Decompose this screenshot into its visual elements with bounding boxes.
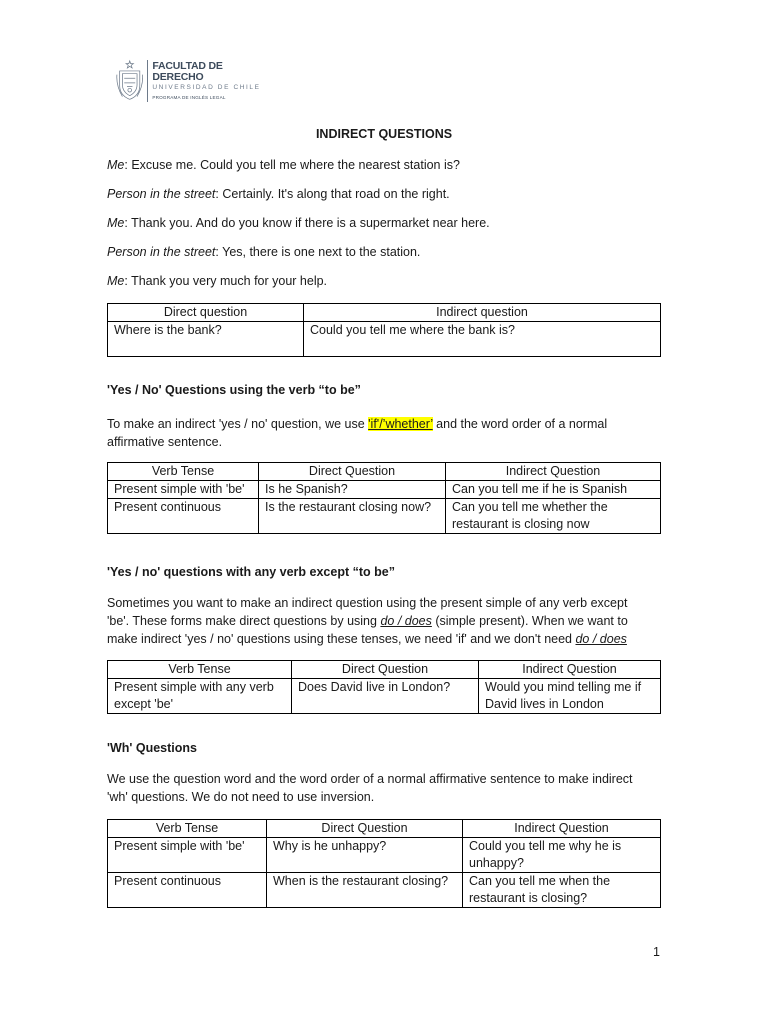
speaker-name: Me xyxy=(107,158,125,172)
table-header-cell: Direct Question xyxy=(292,661,479,679)
table-header-cell: Verb Tense xyxy=(108,661,292,679)
speaker-name: Me xyxy=(107,216,125,230)
logo-university-name: UNIVERSIDAD DE CHILE xyxy=(152,84,261,92)
table-cell: Is the restaurant closing now? xyxy=(259,499,446,534)
table-header-cell: Direct question xyxy=(108,304,304,322)
table-cell: Present continuous xyxy=(108,873,267,908)
table-row xyxy=(108,679,661,714)
paragraph-text: To make an indirect 'yes / no' question, we use xyxy=(107,417,369,431)
wh-questions-table xyxy=(107,819,661,908)
page-title: INDIRECT QUESTIONS xyxy=(315,127,453,141)
dialogue-text: : Thank you. And do you know if there is a supermarket near here. xyxy=(124,216,490,230)
emphasized-term: do / does xyxy=(575,632,627,646)
table-cell: Present simple with 'be' xyxy=(108,481,259,499)
table-header-cell: Indirect Question xyxy=(446,463,661,481)
table-header-cell: Indirect Question xyxy=(463,820,661,838)
table-row xyxy=(108,322,661,357)
table-row xyxy=(108,481,661,499)
section-heading-wh: 'Wh' Questions xyxy=(107,741,197,755)
highlighted-term: 'if'/’whether’ xyxy=(368,417,433,431)
table-cell: Does David live in London? xyxy=(292,679,479,714)
table-header-row xyxy=(108,661,661,679)
yes-no-be-table xyxy=(107,462,661,534)
table-cell: Where is the bank? xyxy=(108,322,304,357)
table-cell: When is the restaurant closing? xyxy=(267,873,463,908)
table-header-cell: Indirect question xyxy=(304,304,661,322)
paragraph-text: Sometimes you want to make an indirect question using the present simple of any verb except 'be'. These forms make direct questions by using xyxy=(107,596,628,628)
section-paragraph xyxy=(107,594,652,648)
section-heading-yes-no-be: 'Yes / No' Questions using the verb “to be” xyxy=(107,383,361,397)
dialogue-line-4 xyxy=(107,243,667,261)
table-header-cell: Verb Tense xyxy=(108,820,267,838)
dialogue-text: : Certainly. It's along that road on the right. xyxy=(215,187,450,201)
section-paragraph: We use the question word and the word order of a normal affirmative sentence to make indirect 'wh' questions. We do not need to use inversion. xyxy=(107,772,633,804)
speaker-name: Person in the street xyxy=(107,245,216,259)
table-header-row xyxy=(108,304,661,322)
emphasized-term: do / does xyxy=(380,614,432,628)
table-header-row xyxy=(108,463,661,481)
dialogue-text: : Yes, there is one next to the station. xyxy=(215,245,421,259)
table-header-cell: Indirect Question xyxy=(479,661,661,679)
logo-faculty-name: FACULTAD DE DERECHO xyxy=(152,60,223,83)
table-row xyxy=(108,838,661,873)
table-header-cell: Direct Question xyxy=(259,463,446,481)
table-header-cell: Verb Tense xyxy=(108,463,259,481)
table-header-row xyxy=(108,820,661,838)
table-cell: Could you tell me where the bank is? xyxy=(304,322,661,357)
table-cell: Can you tell me when the restaurant is closing? xyxy=(463,873,661,908)
table-header-cell: Direct Question xyxy=(267,820,463,838)
university-crest-icon xyxy=(116,58,143,104)
logo-divider xyxy=(147,60,148,102)
section-paragraph xyxy=(107,415,647,451)
table-row xyxy=(108,499,661,534)
table-cell: Present simple with 'be' xyxy=(108,838,267,873)
speaker-name: Person in the street xyxy=(107,187,216,201)
table-cell: Could you tell me why he is unhappy? xyxy=(463,838,661,873)
table-cell: Present simple with any verb except 'be' xyxy=(108,679,292,714)
yes-no-other-verbs-table xyxy=(107,660,661,714)
table-cell: Can you tell me whether the restaurant is closing now xyxy=(446,499,661,534)
table-cell: Is he Spanish? xyxy=(259,481,446,499)
dialogue-text: : Excuse me. Could you tell me where the nearest station is? xyxy=(124,158,460,172)
direct-indirect-table xyxy=(107,303,661,357)
table-cell: Why is he unhappy? xyxy=(267,838,463,873)
speaker-name: Me xyxy=(107,274,125,288)
dialogue-text: : Thank you very much for your help. xyxy=(124,274,328,288)
logo-program-name: PROGRAMA DE INGLÉS LEGAL xyxy=(152,94,226,100)
table-cell: Would you mind telling me if David lives in London xyxy=(479,679,661,714)
faculty-logo xyxy=(116,55,266,107)
section-heading-yes-no-other: 'Yes / no' questions with any verb except “to be” xyxy=(107,565,395,579)
table-row xyxy=(108,873,661,908)
table-cell: Present continuous xyxy=(108,499,259,534)
table-cell: Can you tell me if he is Spanish xyxy=(446,481,661,499)
paragraph-text: and the word order of a normal affirmative sentence. xyxy=(107,417,608,449)
dialogue-line-3 xyxy=(107,214,667,232)
paragraph-text: (simple present). When we want to make indirect 'yes / no' questions using these tenses, we need 'if' and we don't need xyxy=(107,614,628,646)
dialogue-line-5 xyxy=(107,272,667,290)
dialogue-line-1 xyxy=(107,156,667,174)
page-number: 1 xyxy=(653,945,660,959)
dialogue-line-2 xyxy=(107,185,667,203)
